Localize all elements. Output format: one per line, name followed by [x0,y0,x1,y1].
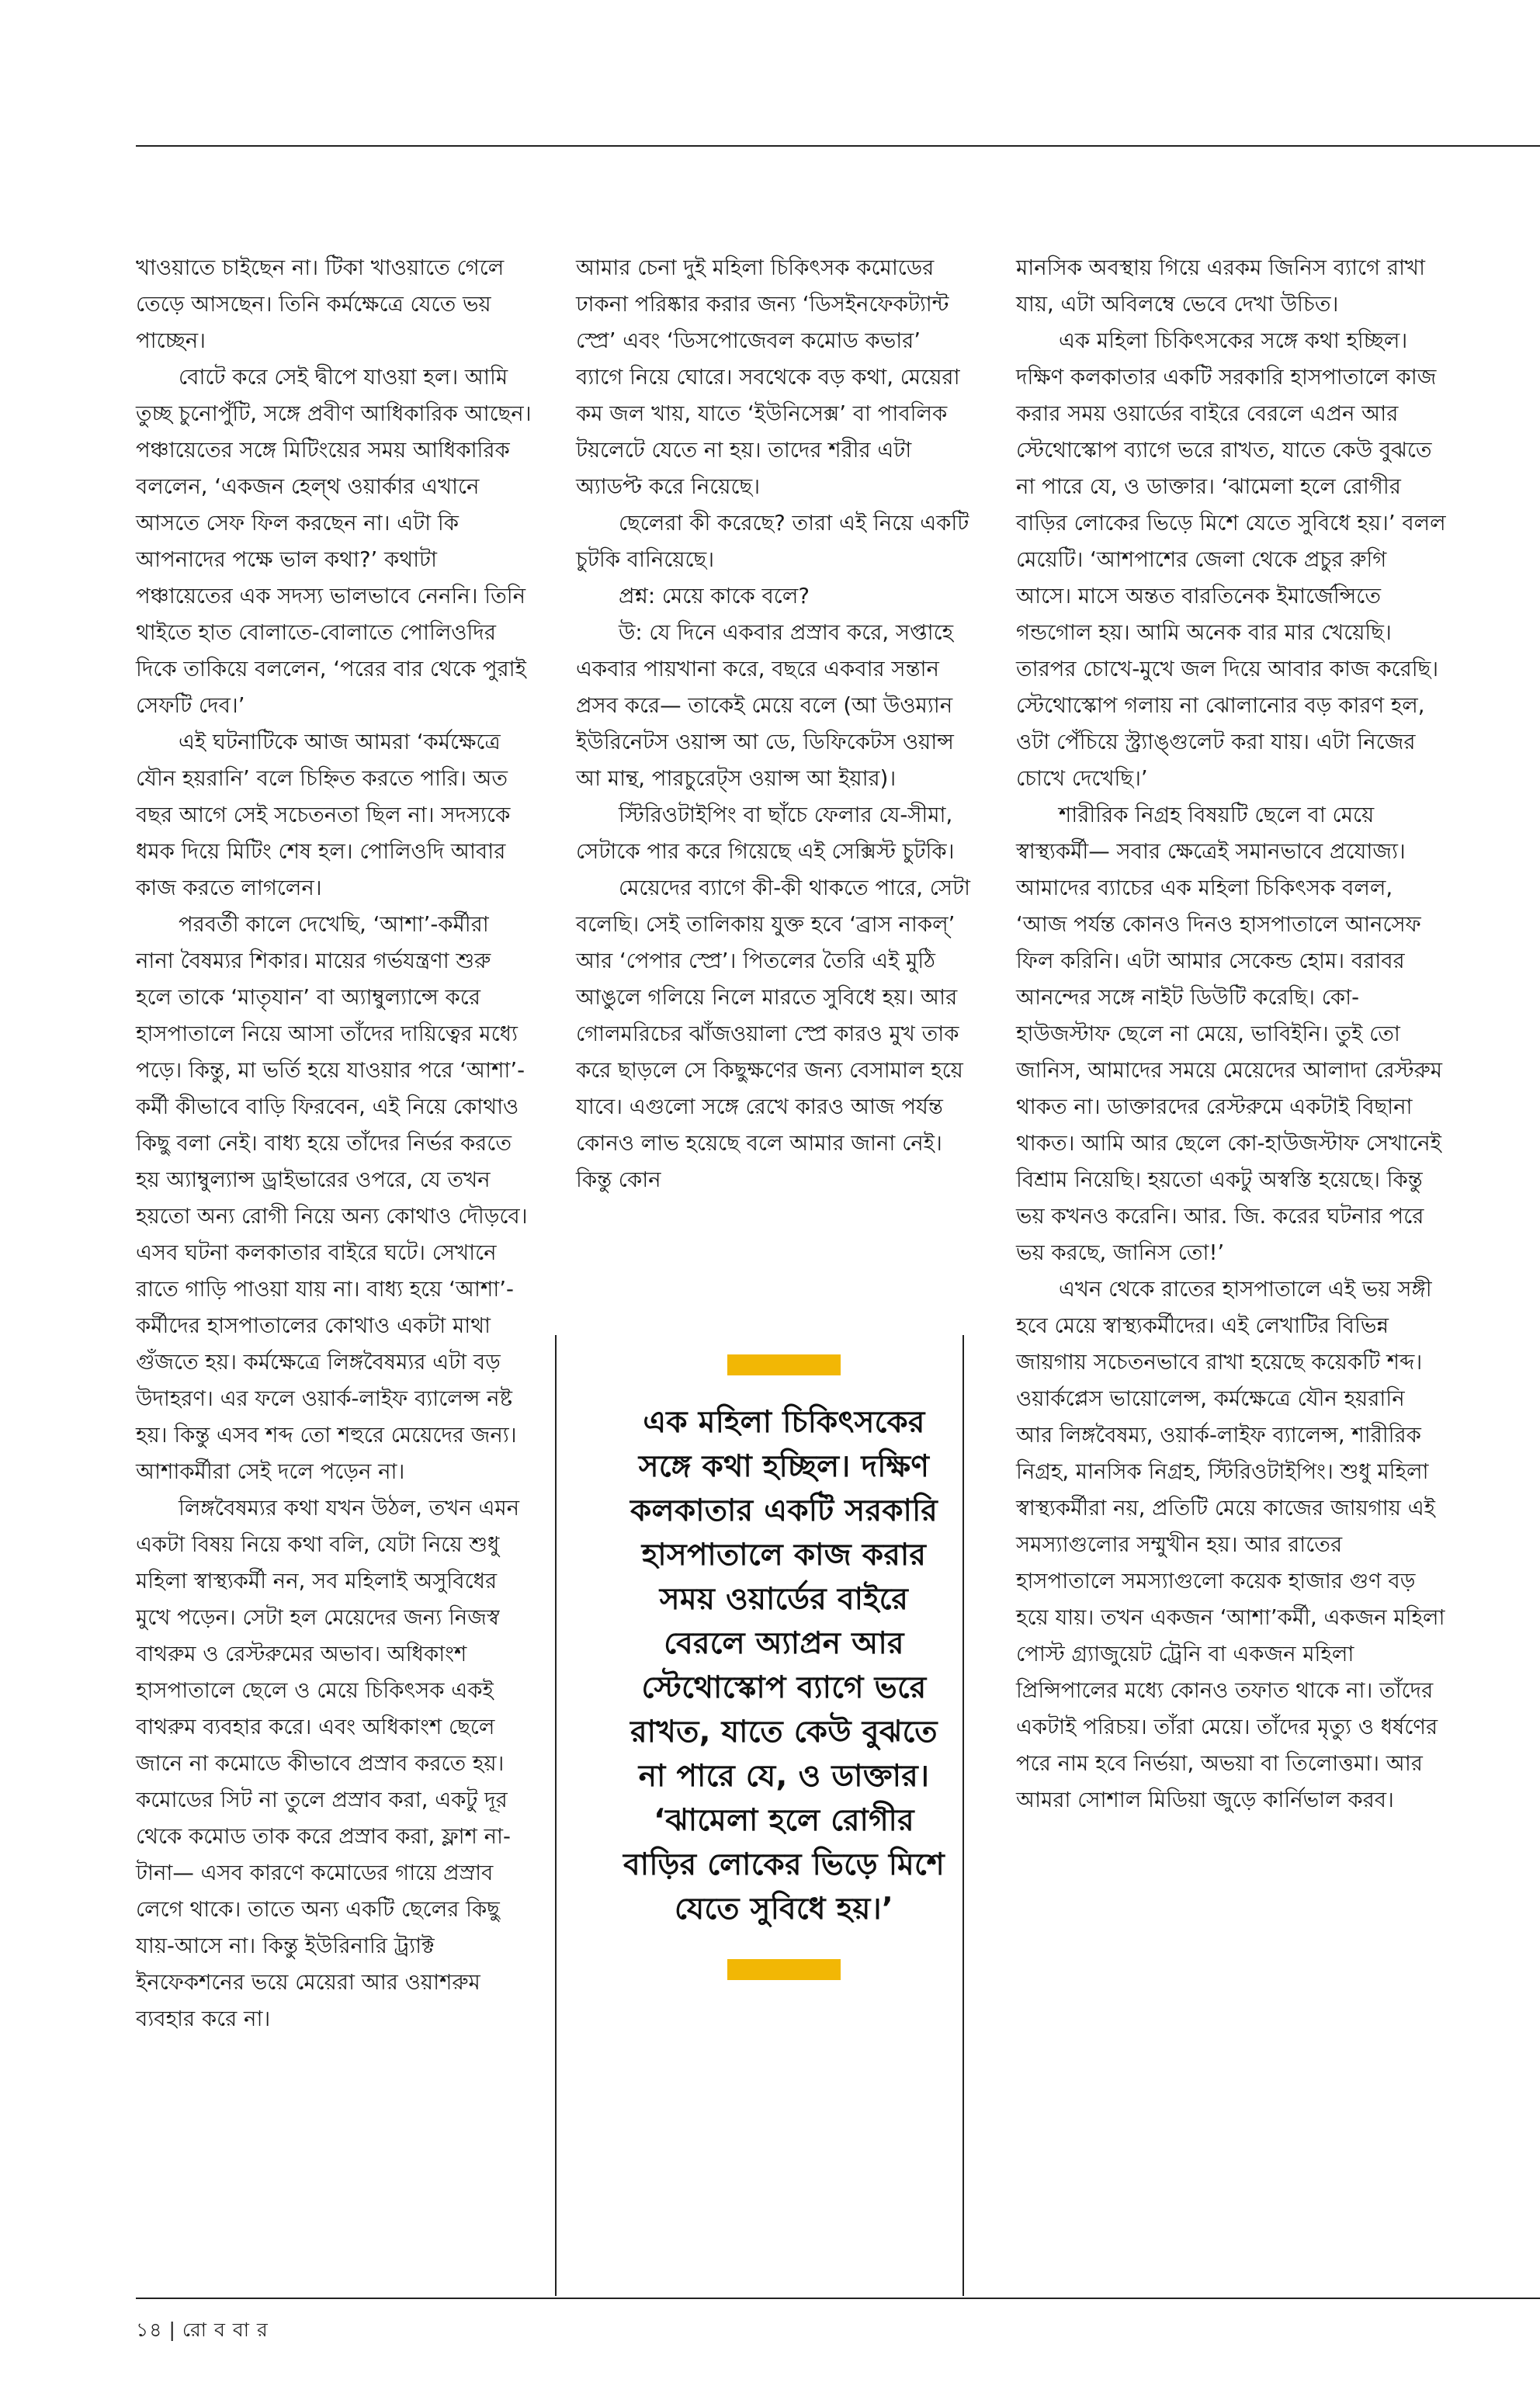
pull-quote-text: এক মহিলা চিকিৎসকের সঙ্গে কথা হচ্ছিল। দক্ষিণ কলকাতার একটি সরকারি হাসপাতালে কাজ করার সময় ওয়ার্ডের বাইরে বেরলে অ্যাপ্রন আর স্টেথোস্কোপ ব্যাগে ভরে রাখত, যাতে কেউ বুঝতে না পারে যে, ও ডাক্তার। ‘ঝামেলা হলে রোগীর বাড়ির লোকের ভিড়ে মিশে যেতে সুবিধে হয়।’ [623,1405,945,1927]
paragraph: স্টিরিওটাইপিং বা ছাঁচে ফেলার যে-সীমা, সেটাকে পার করে গিয়েছে এই সেক্সিস্ট চুটকি। [576,803,955,864]
paragraph: আমার চেনা দুই মহিলা চিকিৎসক কমোডের ঢাকনা পরিষ্কার করার জন্য ‘ডিসইনফেকট্যান্ট স্প্রে’ এবং ‘ডিসপোজেবল কমোড কভার’ ব্যাগে নিয়ে ঘোরে। সবথেকে বড় কথা, মেয়েরা কম জল খায়, যাতে ‘ইউনিসেক্স’ বা পাবলিক টয়লেটে যেতে না হয়। তাদের শরীর এটা অ্যাডপ্ট করে নিয়েছে। [576,255,960,499]
paragraph: এখন থেকে রাতের হাসপাতালে এই ভয় সঙ্গী হবে মেয়ে স্বাস্থ্যকর্মীদের। এই লেখাটির বিভিন্ন জায়গায় সচেতনভাবে রাখা হয়েছে কয়েকটি শব্দ। ওয়ার্কপ্লেস ভায়োলেন্স, কর্মক্ষেত্রে যৌন হয়রানি আর লিঙ্গবৈষম্য, ওয়ার্ক-লাইফ ব্যালেন্স, শারীরিক নিগ্রহ, মানসিক নিগ্রহ, স্টিরিওটাইপিং। শুধু মহিলা স্বাস্থ্যকর্মীরা নয়, প্রতিটি মেয়ে কাজের জায়গায় এই সমস্যাগুলোর সম্মুখীন হয়। আর রাতের হাসপাতালে সমস্যাগুলো কয়েক হাজার গুণ বড় হয়ে যায়। তখন একজন ‘আশা’কর্মী, একজন মহিলা পোস্ট গ্র্যাজুয়েট ট্রেনি বা একজন মহিলা প্রিন্সিপালের মধ্যে কোনও তফাত থাকে না। তাঁদের একটাই পরিচয়। তাঁরা মেয়ে। তাঁদের মৃত্যু ও ধর্ষণের পরে নাম হবে নির্ভয়া, অভয়া বা তিলোত্তমা। আর আমরা সোশাল মিডিয়া জুড়ে কার্নিভাল করব। [1016,1277,1445,1812]
article-column-2 [576,250,972,1198]
paragraph: ছেলেরা কী করেছে? তারা এই নিয়ে একটি চুটকি বানিয়েছে। [576,511,969,572]
magazine-name: রো ব বা র [182,2318,269,2341]
top-rule [136,145,1540,147]
column-divider [962,1335,964,2296]
paragraph: খাওয়াতে চাইছেন না। টিকা খাওয়াতে গেলে তেড়ে আসছেন। তিনি কর্মক্ষেত্রে যেতে ভয় পাচ্ছেন। [136,255,505,353]
paragraph: শারীরিক নিগ্রহ বিষয়টি ছেলে বা মেয়ে স্বাস্থ্যকর্মী— সবার ক্ষেত্রেই সমানভাবে প্রযোজ্য। আমাদের ব্যাচের এক মহিলা চিকিৎসক বলল, ‘আজ পর্যন্ত কোনও দিনও হাসপাতালে আনসেফ ফিল করিনি। এটা আমার সেকেন্ড হোম। বরাবর আনন্দের সঙ্গে নাইট ডিউটি করেছি। কো-হাউজস্টাফ ছেলে না মেয়ে, ভাবিইনি। তুই তো জানিস, আমাদের সময়ে মেয়েদের আলাদা রেস্টরুম থাকত না। ডাক্তারদের রেস্টরুমে একটাই বিছানা থাকত। আমি আর ছেলে কো-হাউজস্টাফ সেখানেই বিশ্রাম নিয়েছি। হয়তো একটু অস্বস্তি হয়েছে। কিন্তু ভয় কখনও করেনি। আর. জি. করের ঘটনার পরে ভয় করছে, জানিস তো!’ [1016,803,1442,1265]
article-column-3 [1016,250,1447,1819]
page-number: ১৪ [136,2318,163,2341]
page-footer [136,2315,269,2346]
pull-quote-top-bar [727,1354,841,1375]
paragraph: পরবর্তী কালে দেখেছি, ‘আশা’-কর্মীরা নানা বৈষম্যর শিকার। মায়ের গর্ভযন্ত্রণা শুরু হলে তাকে ‘মাতৃযান’ বা অ্যাম্বুল্যান্সে করে হাসপাতালে নিয়ে আসা তাঁদের দায়িত্বের মধ্যে পড়ে। কিন্তু, মা ভর্তি হয়ে যাওয়ার পরে ‘আশা’-কর্মী কীভাবে বাড়ি ফিরবেন, এই নিয়ে কোথাও কিছু বলা নেই। বাধ্য হয়ে তাঁদের নির্ভর করতে হয় অ্যাম্বুল্যান্স ড্রাইভারের ওপরে, যে তখন হয়তো অন্য রোগী নিয়ে অন্য কোথাও দৌড়বে। এসব ঘটনা কলকাতার বাইরে ঘটে। সেখানে রাতে গাড়ি পাওয়া যায় না। বাধ্য হয়ে ‘আশা’-কর্মীদের হাসপাতালের কোথাও একটা মাথা গুঁজতে হয়। কর্মক্ষেত্রে লিঙ্গবৈষম্যর এটা বড় উদাহরণ। এর ফলে ওয়ার্ক-লাইফ ব্যালেন্স নষ্ট হয়। কিন্তু এসব শব্দ তো শহুরে মেয়েদের জন্য। আশাকর্মীরা সেই দলে পড়েন না। [136,912,528,1484]
pull-quote [621,1354,947,1980]
article-column-1 [136,250,532,2038]
paragraph: এক মহিলা চিকিৎসকের সঙ্গে কথা হচ্ছিল। দক্ষিণ কলকাতার একটি সরকারি হাসপাতালে কাজ করার সময় ওয়ার্ডের বাইরে বেরলে এপ্রন আর স্টেথোস্কোপ ব্যাগে ভরে রাখত, যাতে কেউ বুঝতে না পারে যে, ও ডাক্তার। ‘ঝামেলা হলে রোগীর বাড়ির লোকের ভিড়ে মিশে যেতে সুবিধে হয়।’ বলল মেয়েটি। ‘আশপাশের জেলা থেকে প্রচুর রুগি আসে। মাসে অন্তত বারতিনেক ইমার্জেন্সিতে গন্ডগোল হয়। আমি অনেক বার মার খেয়েছি। তারপর চোখে-মুখে জল দিয়ে আবার কাজ করেছি। স্টেথোস্কোপ গলায় না ঝোলানোর বড় কারণ হল, ওটা পেঁচিয়ে স্ট্র্যাঙ্গুলেট করা যায়। এটা নিজের চোখে দেখেছি।’ [1016,328,1446,791]
pull-quote-bottom-bar [727,1959,841,1980]
paragraph: লিঙ্গবৈষম্যর কথা যখন উঠল, তখন এমন একটা বিষয় নিয়ে কথা বলি, যেটা নিয়ে শুধু মহিলা স্বাস্থ্যকর্মী নন, সব মহিলাই অসুবিধের মুখে পড়েন। সেটা হল মেয়েদের জন্য নিজস্ব বাথরুম ও রেস্টরুমের অভাব। অধিকাংশ হাসপাতালে ছেলে ও মেয়ে চিকিৎসক একই বাথরুম ব্যবহার করে। এবং অধিকাংশ ছেলে জানে না কমোডে কীভাবে প্রস্রাব করতে হয়। কমোডের সিট না তুলে প্রস্রাব করা, একটু দূর থেকে কমোড তাক করে প্রস্রাব করা, ফ্লাশ না-টানা— এসব কারণে কমোডের গায়ে প্রস্রাব লেগে থাকে। তাতে অন্য একটি ছেলের কিছু যায়-আসে না। কিন্তু ইউরিনারি ট্র্যাক্ট ইনফেকশনের ভয়ে মেয়েরা আর ওয়াশরুম ব্যবহার করে না। [136,1496,520,2031]
paragraph: উ: যে দিনে একবার প্রস্রাব করে, সপ্তাহে একবার পায়খানা করে, বছরে একবার সন্তান প্রসব করে— তাকেই মেয়ে বলে (আ উওম্যান ইউরিনেটস ওয়ান্স আ ডে, ডিফিকেটস ওয়ান্স আ মান্থ, পারচুরেট্স ওয়ান্স আ ইয়ার)। [576,620,954,791]
paragraph: মেয়েদের ব্যাগে কী-কী থাকতে পারে, সেটা বলেছি। সেই তালিকায় যুক্ত হবে ‘ব্রাস নাকল্’ আর ‘পেপার স্প্রে’। পিতলের তৈরি এই মুঠি আঙুলে গলিয়ে নিলে মারতে সুবিধে হয়। আর গোলমরিচের ঝাঁজওয়ালা স্প্রে কারও মুখ তাক করে ছাড়লে সে কিছুক্ষণের জন্য বেসামাল হয়ে যাবে। এগুলো সঙ্গে রেখে কারও আজ পর্যন্ত কোনও লাভ হয়েছে বলে আমার জানা নেই। কিন্তু কোন [576,876,971,1192]
column-divider [555,1335,557,2296]
paragraph: বোটে করে সেই দ্বীপে যাওয়া হল। আমি তুচ্ছ চুনোপুঁটি, সঙ্গে প্রবীণ আধিকারিক আছেন। পঞ্চায়েতের সঙ্গে মিটিংয়ের সময় আধিকারিক বললেন, ‘একজন হেল্থ ওয়ার্কার এখানে আসতে সেফ ফিল করছেন না। এটা কি আপনাদের পক্ষে ভাল কথা?’ কথাটা পঞ্চায়েতের এক সদস্য ভালভাবে নেননি। তিনি থাইতে হাত বোলাতে-বোলাতে পোলিওদির দিকে তাকিয়ে বললেন, ‘পরের বার থেকে পুরাই সেফটি দেব।’ [136,365,532,718]
paragraph: মানসিক অবস্থায় গিয়ে এরকম জিনিস ব্যাগে রাখা যায়, এটা অবিলম্বে ভেবে দেখা উচিত। [1016,255,1425,317]
paragraph: এই ঘটনাটিকে আজ আমরা ‘কর্মক্ষেত্রে যৌন হয়রানি’ বলে চিহ্নিত করতে পারি। অত বছর আগে সেই সচেতনতা ছিল না। সদস্যকে ধমক দিয়ে মিটিং শেষ হল। পোলিওদি আবার কাজ করতে লাগলেন। [136,730,511,900]
bottom-rule [136,2298,1540,2299]
footer-separator: | [168,2318,176,2341]
paragraph: প্রশ্ন: মেয়ে কাকে বলে? [619,584,810,609]
